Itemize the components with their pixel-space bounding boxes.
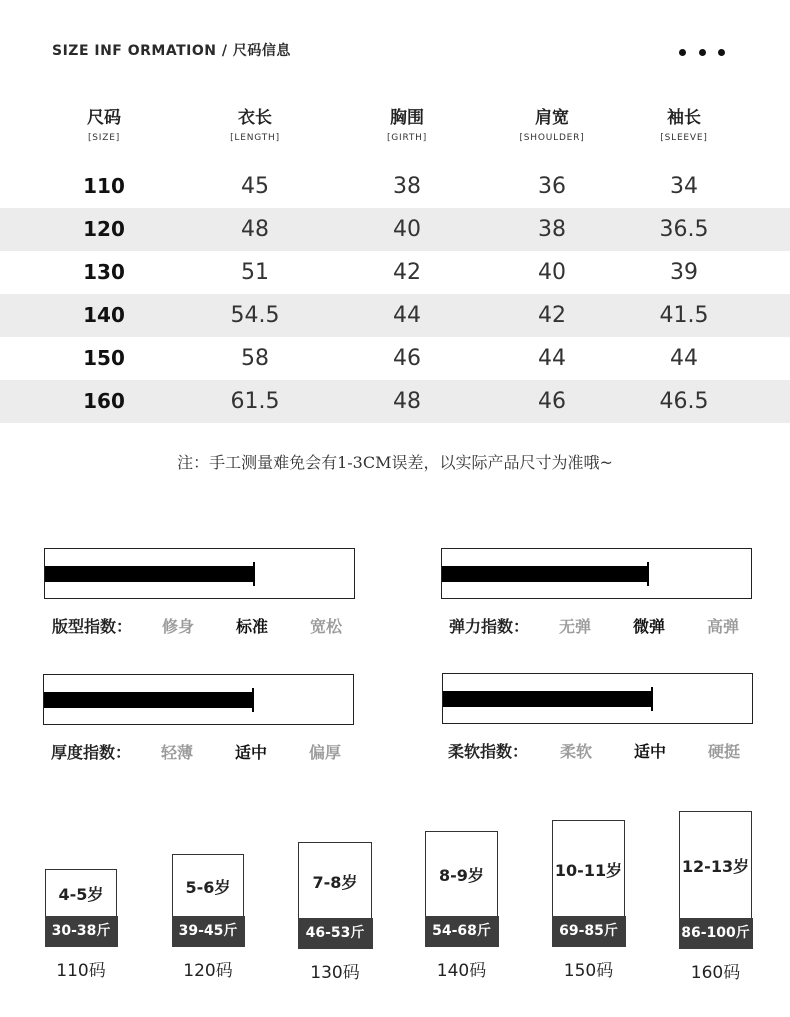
table-cell: 46.5 bbox=[659, 389, 709, 414]
column-header-cn: 袖长 bbox=[667, 108, 701, 128]
index-option: 宽松 bbox=[310, 617, 343, 636]
age-range: 4-5岁 bbox=[58, 885, 104, 904]
gauge-marker bbox=[253, 562, 255, 586]
table-row bbox=[0, 251, 790, 294]
column-header-cn: 胸围 bbox=[390, 108, 424, 128]
size-code: 120码 bbox=[183, 961, 233, 981]
index-gauge bbox=[43, 674, 354, 725]
size-code: 130码 bbox=[310, 963, 360, 983]
table-cell: 44 bbox=[393, 303, 421, 328]
table-row bbox=[0, 165, 790, 208]
age-range: 8-9岁 bbox=[439, 866, 484, 885]
table-cell: 42 bbox=[538, 303, 566, 328]
age-range: 7-8岁 bbox=[312, 873, 358, 892]
table-cell: 44 bbox=[670, 346, 698, 371]
table-cell: 41.5 bbox=[659, 303, 709, 328]
age-size-card bbox=[172, 854, 244, 946]
weight-range: 86-100斤 bbox=[679, 918, 753, 949]
table-header bbox=[0, 105, 790, 165]
table-cell: 36 bbox=[538, 174, 566, 199]
age-size-card bbox=[679, 811, 752, 948]
age-size-card bbox=[425, 831, 498, 946]
size-cell: 110 bbox=[83, 174, 125, 198]
table-cell: 34 bbox=[670, 174, 698, 199]
table-cell: 54.5 bbox=[230, 303, 280, 328]
index-label: 版型指数： bbox=[52, 617, 133, 636]
index-option: 适中 bbox=[235, 743, 268, 762]
size-cell: 140 bbox=[83, 303, 125, 327]
index-option: 轻薄 bbox=[161, 743, 194, 762]
index-option: 高弹 bbox=[707, 617, 740, 636]
column-header-en: [SIZE] bbox=[87, 133, 121, 143]
size-code: 110码 bbox=[56, 961, 106, 981]
measurement-note: 注：手工测量难免会有1-3CM误差，以实际产品尺寸为准哦~ bbox=[177, 453, 613, 472]
column-header bbox=[44, 105, 164, 145]
weight-range: 30-38斤 bbox=[45, 916, 118, 947]
table-cell: 44 bbox=[538, 346, 566, 371]
table-cell: 38 bbox=[538, 217, 566, 242]
column-header-cn: 尺码 bbox=[87, 108, 121, 128]
column-header-cn: 衣长 bbox=[238, 108, 272, 128]
gauge-fill bbox=[442, 566, 648, 582]
size-cell: 120 bbox=[83, 217, 125, 241]
index-label: 弹力指数： bbox=[449, 617, 530, 636]
index-label: 柔软指数： bbox=[448, 742, 529, 761]
size-table bbox=[0, 105, 790, 423]
size-code: 140码 bbox=[436, 961, 487, 981]
age-size-card bbox=[45, 869, 117, 946]
index-option: 适中 bbox=[634, 742, 667, 761]
gauge-marker bbox=[647, 562, 649, 586]
index-option: 微弹 bbox=[633, 617, 666, 636]
table-cell: 61.5 bbox=[230, 389, 280, 414]
column-header bbox=[347, 105, 467, 145]
table-cell: 38 bbox=[393, 174, 421, 199]
index-option: 柔软 bbox=[560, 742, 593, 761]
weight-range: 69-85斤 bbox=[552, 916, 626, 947]
gauge-marker bbox=[252, 688, 254, 712]
table-cell: 40 bbox=[393, 217, 421, 242]
table-cell: 58 bbox=[241, 346, 269, 371]
gauge-fill bbox=[45, 566, 254, 582]
weight-range: 39-45斤 bbox=[172, 916, 245, 947]
table-cell: 40 bbox=[538, 260, 566, 285]
table-cell: 51 bbox=[241, 260, 269, 285]
size-cell: 160 bbox=[83, 389, 125, 413]
table-cell: 42 bbox=[393, 260, 421, 285]
column-header bbox=[195, 105, 315, 145]
index-option: 无弹 bbox=[559, 617, 592, 636]
column-header bbox=[624, 105, 744, 145]
age-size-card bbox=[552, 820, 625, 946]
age-range: 10-11岁 bbox=[554, 861, 623, 880]
gauge-fill bbox=[443, 691, 652, 707]
index-gauge bbox=[442, 673, 753, 724]
index-label: 厚度指数： bbox=[51, 743, 132, 762]
table-cell: 45 bbox=[241, 174, 269, 199]
column-header-en: [SLEEVE] bbox=[660, 133, 708, 143]
age-size-card bbox=[298, 842, 372, 948]
size-code: 160码 bbox=[690, 963, 741, 983]
table-row bbox=[0, 337, 790, 380]
column-header-en: [GIRTH] bbox=[386, 133, 428, 143]
index-option: 修身 bbox=[162, 617, 195, 636]
table-cell: 48 bbox=[393, 389, 421, 414]
gauge-marker bbox=[651, 687, 653, 711]
table-cell: 48 bbox=[241, 217, 269, 242]
age-range: 12-13岁 bbox=[681, 857, 750, 876]
page-title: SIZE INF ORMATION / 尺码信息 bbox=[52, 43, 291, 59]
table-cell: 46 bbox=[393, 346, 421, 371]
column-header-cn: 肩宽 bbox=[535, 108, 569, 128]
index-gauge bbox=[44, 548, 355, 599]
age-range: 5-6岁 bbox=[185, 878, 231, 897]
column-header bbox=[492, 105, 612, 145]
index-gauge bbox=[441, 548, 752, 599]
table-row bbox=[0, 208, 790, 251]
column-header-en: [SHOULDER] bbox=[519, 133, 585, 143]
index-option: 硬挺 bbox=[708, 742, 741, 761]
table-cell: 39 bbox=[670, 260, 698, 285]
ellipsis-icon[interactable] bbox=[679, 46, 725, 58]
column-header-en: [LENGTH] bbox=[230, 133, 280, 143]
weight-range: 46-53斤 bbox=[298, 918, 373, 949]
table-row bbox=[0, 294, 790, 337]
weight-range: 54-68斤 bbox=[425, 916, 499, 947]
size-cell: 150 bbox=[83, 346, 125, 370]
size-cell: 130 bbox=[83, 260, 125, 284]
gauge-fill bbox=[44, 692, 253, 708]
table-row bbox=[0, 380, 790, 423]
table-body bbox=[0, 165, 790, 423]
index-option: 标准 bbox=[236, 617, 269, 636]
index-option: 偏厚 bbox=[309, 743, 342, 762]
table-cell: 46 bbox=[538, 389, 566, 414]
table-cell: 36.5 bbox=[659, 217, 709, 242]
size-code: 150码 bbox=[563, 961, 614, 981]
